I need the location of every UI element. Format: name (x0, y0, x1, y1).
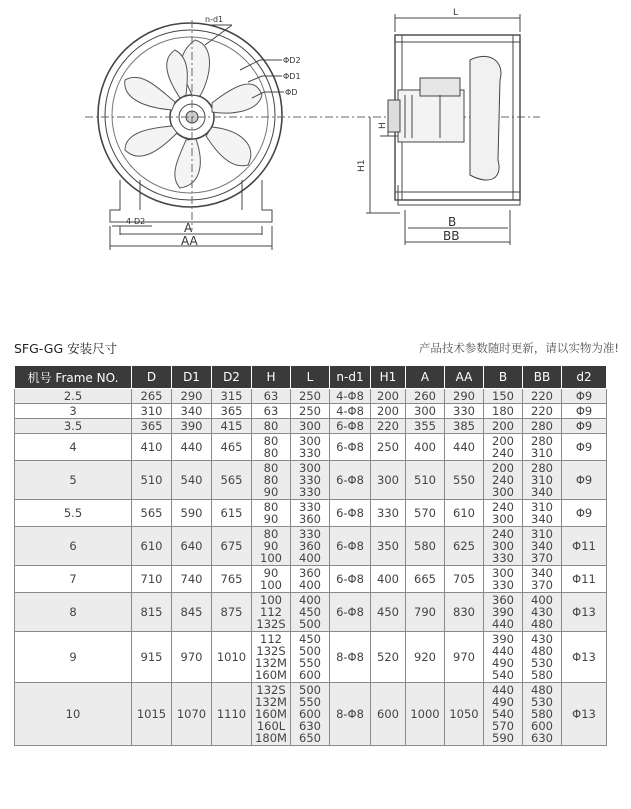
column-header: BB (523, 366, 562, 389)
table-cell: 7 (15, 566, 132, 593)
table-cell: 970 (172, 632, 212, 683)
table-cell: 6-Φ8 (330, 461, 371, 500)
table-cell: 6-Φ8 (330, 500, 371, 527)
table-title-row (14, 339, 619, 359)
table-cell: 915 (132, 632, 172, 683)
column-header: D (132, 366, 172, 389)
table-cell: 540 (172, 461, 212, 500)
table-cell: 500 550 600 630 650 (291, 683, 330, 746)
table-cell: 6-Φ8 (330, 434, 371, 461)
table-cell: 2.5 (15, 389, 132, 404)
table-cell: 510 (406, 461, 445, 500)
table-cell: 132S 132M 160M 160L 180M (252, 683, 291, 746)
label-aa: AA (181, 234, 198, 248)
column-header: H1 (371, 366, 406, 389)
table-cell: 610 (445, 500, 484, 527)
table-cell: 5.5 (15, 500, 132, 527)
column-header: D2 (212, 366, 252, 389)
table-cell: 310 340 (523, 500, 562, 527)
table-cell: 365 (212, 404, 252, 419)
table-cell: 250 (291, 404, 330, 419)
column-header: H (252, 366, 291, 389)
column-header: D1 (172, 366, 212, 389)
table-cell: Φ9 (562, 461, 607, 500)
table-cell: 280 310 (523, 434, 562, 461)
table-cell: Φ11 (562, 566, 607, 593)
table-cell: Φ9 (562, 404, 607, 419)
column-header: A (406, 366, 445, 389)
table-cell: 385 (445, 419, 484, 434)
table-cell: 220 (523, 404, 562, 419)
table-row (15, 434, 607, 461)
table-cell: 200 (371, 404, 406, 419)
table-row (15, 500, 607, 527)
table-cell: 260 (406, 389, 445, 404)
table-cell: 365 (132, 419, 172, 434)
table-cell: 300 330 (484, 566, 523, 593)
table-cell: 590 (172, 500, 212, 527)
table-cell: 100 112 132S (252, 593, 291, 632)
table-cell: Φ11 (562, 527, 607, 566)
table-cell: 360 400 (291, 566, 330, 593)
table-cell: 6-Φ8 (330, 527, 371, 566)
table-cell: 570 (406, 500, 445, 527)
table-cell: 240 300 330 (484, 527, 523, 566)
table-row (15, 593, 607, 632)
table-cell: 970 (445, 632, 484, 683)
table-cell: 550 (445, 461, 484, 500)
table-cell: 300 (371, 461, 406, 500)
table-row (15, 632, 607, 683)
table-cell: 8-Φ8 (330, 632, 371, 683)
table-cell: 300 (291, 419, 330, 434)
table-cell: 565 (132, 500, 172, 527)
table-cell: 815 (132, 593, 172, 632)
table-cell: 6-Φ8 (330, 566, 371, 593)
table-cell: 510 (132, 461, 172, 500)
table-cell: 250 (291, 389, 330, 404)
column-header: n-d1 (330, 366, 371, 389)
table-cell: 5 (15, 461, 132, 500)
table-cell: 10 (15, 683, 132, 746)
table-cell: 150 (484, 389, 523, 404)
table-cell: 3 (15, 404, 132, 419)
label-b: B (448, 215, 457, 229)
table-cell: 400 (371, 566, 406, 593)
table-cell: 315 (212, 389, 252, 404)
table-cell: 450 500 550 600 (291, 632, 330, 683)
table-cell: 220 (371, 419, 406, 434)
table-row (15, 419, 607, 434)
table-cell: Φ13 (562, 593, 607, 632)
table-cell: 710 (132, 566, 172, 593)
table-cell: 790 (406, 593, 445, 632)
table-cell: 200 (484, 419, 523, 434)
table-cell: 740 (172, 566, 212, 593)
label-phi-d1: ΦD1 (283, 72, 301, 81)
table-cell: 330 360 400 (291, 527, 330, 566)
label-n-d1: n-d1 (205, 15, 224, 24)
table-row (15, 566, 607, 593)
table-cell: 450 (371, 593, 406, 632)
table-cell: 355 (406, 419, 445, 434)
label-l: L (453, 8, 459, 18)
table-cell: 1015 (132, 683, 172, 746)
table-cell: 220 (523, 389, 562, 404)
table-cell: 845 (172, 593, 212, 632)
table-row (15, 461, 607, 500)
table-cell: 400 430 480 (523, 593, 562, 632)
table-cell: 1070 (172, 683, 212, 746)
label-a: A (184, 221, 193, 235)
table-cell: 415 (212, 419, 252, 434)
table-cell: 390 (172, 419, 212, 434)
table-cell: 280 310 340 (523, 461, 562, 500)
label-h1: H1 (357, 159, 367, 172)
table-cell: 350 (371, 527, 406, 566)
table-cell: 63 (252, 389, 291, 404)
update-note: 产品技术参数随时更新，请以实物为准! (418, 341, 619, 355)
table-cell: 8 (15, 593, 132, 632)
table-row (15, 389, 607, 404)
table-cell: Φ9 (562, 434, 607, 461)
column-header: B (484, 366, 523, 389)
table-cell: 1050 (445, 683, 484, 746)
table-cell: 300 330 330 (291, 461, 330, 500)
table-cell: 440 490 540 570 590 (484, 683, 523, 746)
table-cell: Φ9 (562, 389, 607, 404)
table-cell: 330 (371, 500, 406, 527)
table-cell: 9 (15, 632, 132, 683)
table-cell: 465 (212, 434, 252, 461)
table-cell: 330 360 (291, 500, 330, 527)
label-h: H (378, 122, 388, 129)
column-header: AA (445, 366, 484, 389)
table-cell: 290 (445, 389, 484, 404)
table-cell: 400 450 500 (291, 593, 330, 632)
label-4-d2: 4-D2 (126, 217, 146, 226)
table-cell: 615 (212, 500, 252, 527)
label-phi-d: ΦD (285, 88, 298, 97)
table-cell: Φ13 (562, 683, 607, 746)
table-cell: 1010 (212, 632, 252, 683)
table-cell: 565 (212, 461, 252, 500)
table-cell: 440 (445, 434, 484, 461)
table-row (15, 527, 607, 566)
table-cell: 310 340 370 (523, 527, 562, 566)
table-cell: 4-Φ8 (330, 404, 371, 419)
table-cell: 6-Φ8 (330, 593, 371, 632)
table-cell: 300 330 (291, 434, 330, 461)
table-cell: 63 (252, 404, 291, 419)
table-cell: Φ9 (562, 500, 607, 527)
table-cell: 265 (132, 389, 172, 404)
table-cell: 480 530 580 600 630 (523, 683, 562, 746)
table-cell: 875 (212, 593, 252, 632)
table-cell: 1110 (212, 683, 252, 746)
table-cell: 830 (445, 593, 484, 632)
table-cell: 410 (132, 434, 172, 461)
table-cell: 440 (172, 434, 212, 461)
table-cell: 360 390 440 (484, 593, 523, 632)
table-cell: 290 (172, 389, 212, 404)
column-header: L (291, 366, 330, 389)
table-cell: 112 132S 132M 160M (252, 632, 291, 683)
table-cell: 310 (132, 404, 172, 419)
table-cell: Φ13 (562, 632, 607, 683)
table-cell: 520 (371, 632, 406, 683)
table-cell: 8-Φ8 (330, 683, 371, 746)
table-cell: 3.5 (15, 419, 132, 434)
table-cell: 90 100 (252, 566, 291, 593)
table-cell: 280 (523, 419, 562, 434)
table-cell: 80 90 (252, 500, 291, 527)
label-phi-d2: ΦD2 (283, 56, 301, 65)
installation-dimensions-table (14, 365, 607, 746)
table-cell: Φ9 (562, 419, 607, 434)
table-header-row (15, 366, 607, 389)
table-cell: 430 480 530 580 (523, 632, 562, 683)
table-cell: 80 90 100 (252, 527, 291, 566)
table-title: SFG-GG 安装尺寸 (14, 341, 118, 356)
table-cell: 665 (406, 566, 445, 593)
column-header: d2 (562, 366, 607, 389)
table-cell: 640 (172, 527, 212, 566)
table-cell: 340 370 (523, 566, 562, 593)
table-cell: 4-Φ8 (330, 389, 371, 404)
table-cell: 80 80 (252, 434, 291, 461)
table-cell: 675 (212, 527, 252, 566)
fan-technical-drawing (0, 0, 631, 335)
table-cell: 200 240 (484, 434, 523, 461)
table-cell: 580 (406, 527, 445, 566)
table-row (15, 683, 607, 746)
table-cell: 6-Φ8 (330, 419, 371, 434)
table-cell: 200 (371, 389, 406, 404)
table-cell: 1000 (406, 683, 445, 746)
table-cell: 625 (445, 527, 484, 566)
table-cell: 400 (406, 434, 445, 461)
table-cell: 4 (15, 434, 132, 461)
table-cell: 200 240 300 (484, 461, 523, 500)
column-header: 机号 Frame NO. (15, 366, 132, 389)
table-cell: 300 (406, 404, 445, 419)
table-row (15, 404, 607, 419)
table-cell: 250 (371, 434, 406, 461)
table-cell: 920 (406, 632, 445, 683)
table-cell: 390 440 490 540 (484, 632, 523, 683)
table-cell: 600 (371, 683, 406, 746)
table-cell: 180 (484, 404, 523, 419)
table-cell: 330 (445, 404, 484, 419)
table-cell: 610 (132, 527, 172, 566)
label-bb: BB (443, 229, 460, 243)
table-cell: 6 (15, 527, 132, 566)
table-cell: 340 (172, 404, 212, 419)
table-cell: 765 (212, 566, 252, 593)
table-cell: 80 80 90 (252, 461, 291, 500)
table-cell: 240 300 (484, 500, 523, 527)
table-cell: 80 (252, 419, 291, 434)
table-cell: 705 (445, 566, 484, 593)
